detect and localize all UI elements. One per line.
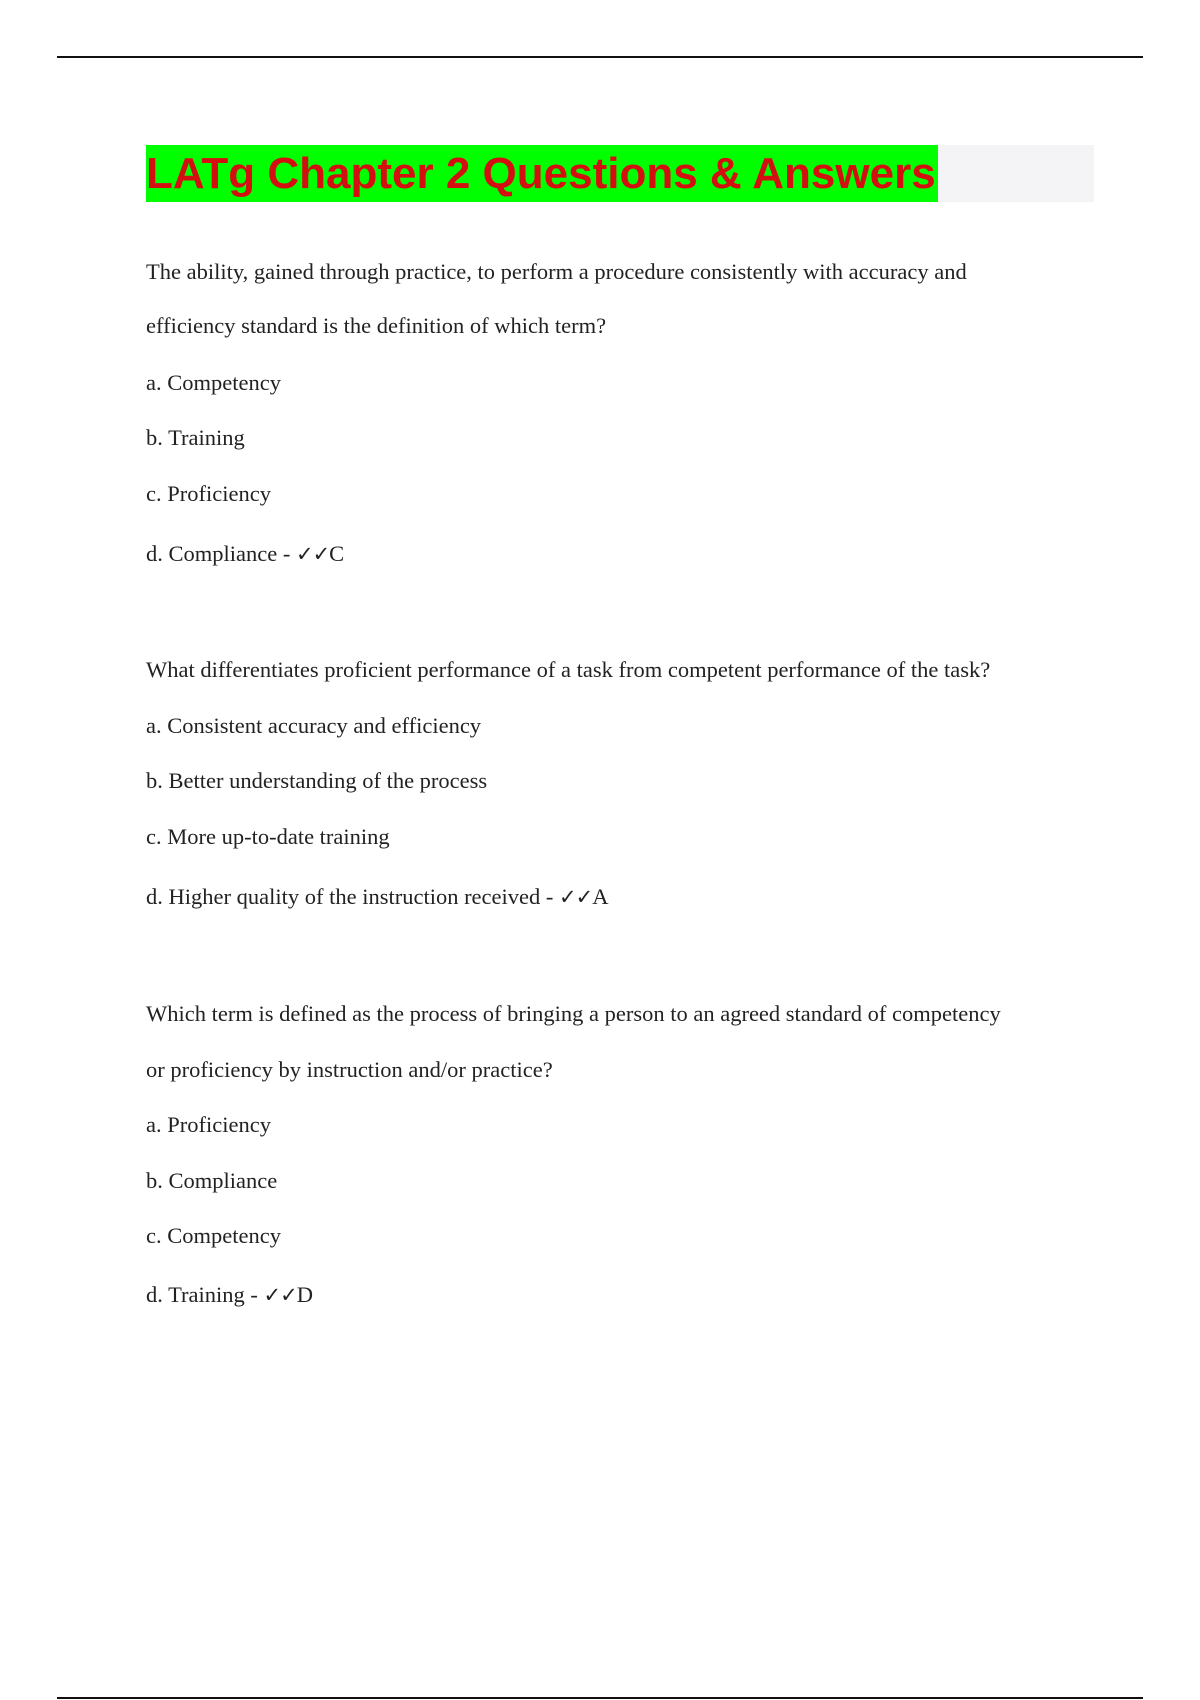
question-1-option-b: b. Training: [146, 425, 245, 450]
top-rule: [57, 56, 1143, 58]
question-1-stem-line-2: efficiency standard is the definition of which term?: [146, 313, 607, 338]
question-1-option-c: c. Proficiency: [146, 481, 271, 506]
question-3-answer: D: [296, 1282, 313, 1307]
question-2-option-b: b. Better understanding of the process: [146, 768, 488, 793]
bottom-rule: [57, 1697, 1143, 1699]
question-3-option-d-line: [146, 1281, 313, 1309]
question-2-option-c: c. More up-to-date training: [146, 824, 390, 849]
question-2-option-d-line: [146, 883, 608, 911]
question-1-option-d: d. Compliance -: [146, 541, 296, 566]
checkmark-icon: ✓✓: [295, 542, 330, 566]
question-3-option-a: a. Proficiency: [146, 1112, 271, 1137]
question-2-stem-line-1: What differentiates proficient performance of a task from competent performance of the task?: [146, 657, 991, 682]
question-3-option-c: c. Competency: [146, 1223, 281, 1248]
checkmark-icon: ✓✓: [559, 885, 593, 909]
question-1-answer: C: [329, 541, 345, 566]
title-banner: [146, 145, 1094, 202]
question-1-option-d-line: [146, 540, 344, 568]
question-3-stem-line-1: Which term is defined as the process of bringing a person to an agreed standard of competency: [146, 1001, 1001, 1026]
question-3-stem-line-2: or proficiency by instruction and/or practice?: [146, 1057, 553, 1082]
question-1-stem-line-1: The ability, gained through practice, to perform a procedure consistently with accuracy and: [146, 259, 967, 284]
question-2-option-d: d. Higher quality of the instruction received -: [146, 884, 559, 909]
question-2-option-a: a. Consistent accuracy and efficiency: [146, 713, 482, 738]
document-title: LATg Chapter 2 Questions & Answers: [146, 145, 938, 202]
question-3-option-d: d. Training -: [146, 1282, 264, 1307]
question-2-answer: A: [592, 884, 609, 909]
question-1-option-a: a. Competency: [146, 370, 281, 395]
checkmark-icon: ✓✓: [263, 1283, 297, 1307]
question-3-option-b: b. Compliance: [146, 1168, 278, 1193]
